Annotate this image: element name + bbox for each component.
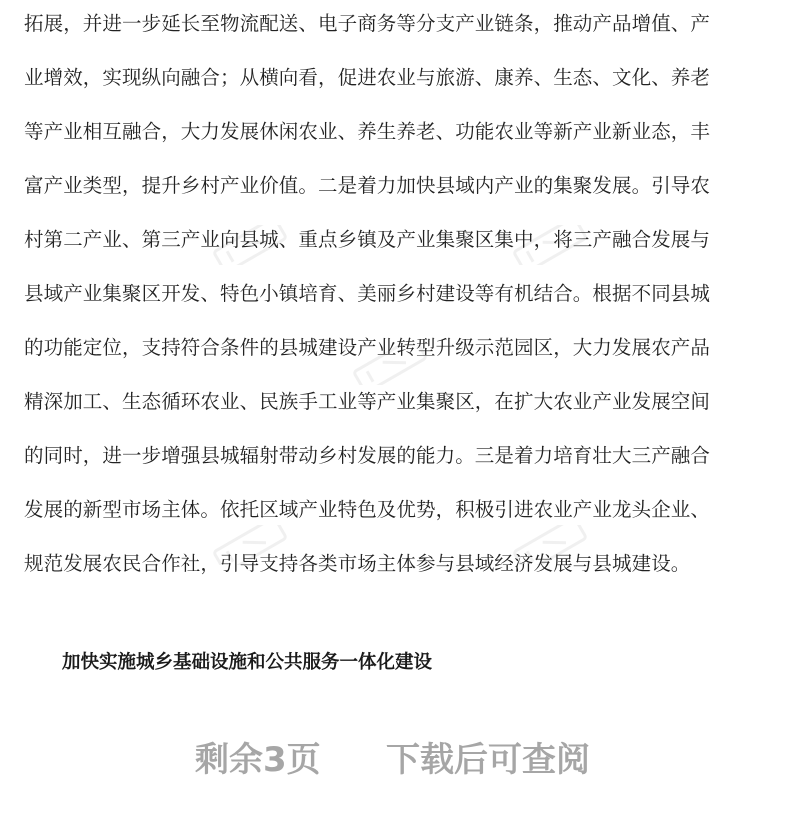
paragraph-line: 等产业相互融合，大力发展休闲农业、养生养老、功能农业等新产业新业态，丰 (24, 120, 711, 143)
paragraph-line: 村第二产业、第三产业向县城、重点乡镇及产业集聚区集中，将三产融合发展与 (24, 228, 711, 251)
remaining-pages-label[interactable]: 剩余3页 (195, 740, 321, 780)
paragraph-line: 富产业类型，提升乡村产业价值。二是着力加快县域内产业的集聚发展。引导农 (24, 174, 711, 197)
paragraph-line: 规范发展农民合作社，引导支持各类市场主体参与县域经济发展与县城建设。 (24, 552, 691, 575)
paragraph-line: 的同时，进一步增强县城辐射带动乡村发展的能力。三是着力培育壮大三产融合 (24, 444, 711, 467)
paragraph-line: 精深加工、生态循环农业、民族手工业等产业集聚区，在扩大农业产业发展空间 (24, 390, 711, 413)
download-footer (0, 732, 800, 782)
paragraph-line: 发展的新型市场主体。依托区域产业特色及优势，积极引进农业产业龙头企业、 (24, 498, 711, 521)
paragraph-line: 拓展，并进一步延长至物流配送、电子商务等分支产业链条，推动产品增值、产 (24, 12, 711, 35)
paragraph-line: 业增效，实现纵向融合；从横向看，促进农业与旅游、康养、生态、文化、养老 (24, 66, 711, 89)
paragraph-line: 县域产业集聚区开发、特色小镇培育、美丽乡村建设等有机结合。根据不同县城 (24, 282, 711, 305)
section-heading: 加快实施城乡基础设施和公共服务一体化建设 (62, 652, 433, 673)
download-to-view-button[interactable]: 下载后可查阅 (386, 740, 590, 780)
paragraph-line: 的功能定位，支持符合条件的县城建设产业转型升级示范园区，大力发展农产品 (24, 336, 711, 359)
